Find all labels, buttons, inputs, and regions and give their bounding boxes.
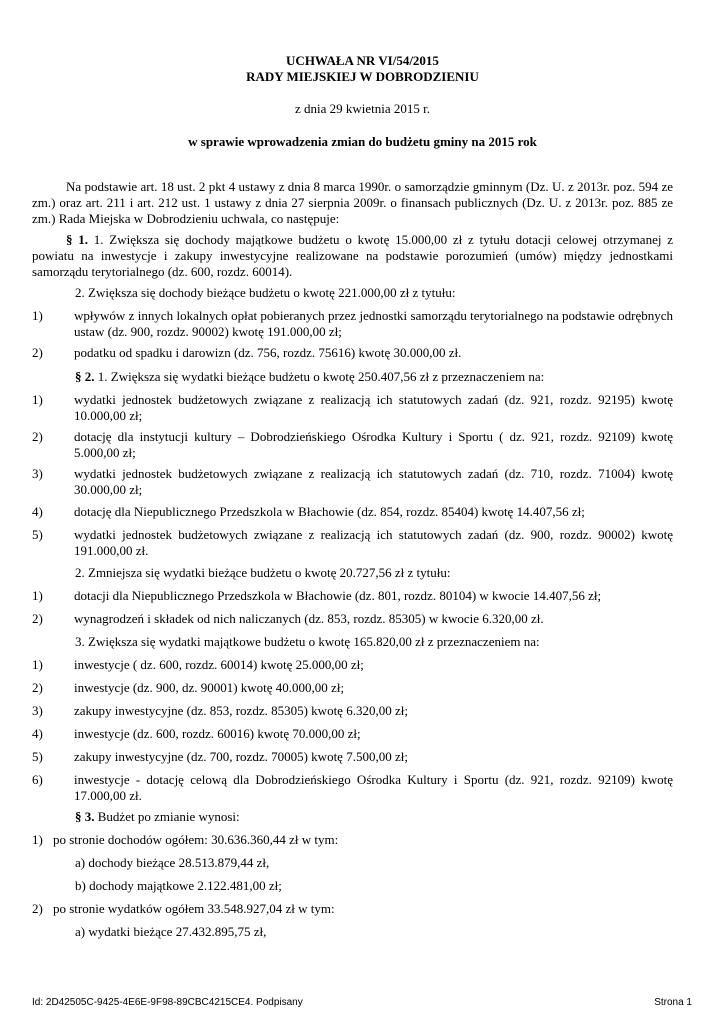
list-item-number: 5) [32, 749, 43, 764]
list-item-number: 4) [32, 726, 43, 741]
list-item-number: 1) [32, 832, 43, 847]
list-item [32, 703, 673, 719]
list-item-text: dotację dla instytucji kultury – Dobrodzieńskiego Ośrodka Kultury i Sportu ( dz. 921, rozdz. 92109) kwotę 5.000,00 zł; [74, 429, 673, 460]
list-item-text: podatku od spadku i darowizn (dz. 756, rozdz. 75616) kwotę 30.000,00 zł. [74, 345, 462, 360]
section-1-para-1-text: 1. Zwiększa się dochody majątkowe budżetu o kwotę 15.000,00 zł z tytułu dotacji celowej otrzymanej z powiatu na inwestycje i zakupy inwestycyjne realizowane na podstawie porozumień (umów) między jednostkami samorządu terytorialnego (dz. 600, rozdz. 60014). [32, 232, 673, 279]
list-item-text: wydatki jednostek budżetowych związane z realizacją ich statutowych zadań (dz. 710, rozdz. 71004) kwotę 30.000,00 zł; [74, 466, 673, 497]
sub-item: a) dochody bieżące 28.513.879,44 zł, [75, 855, 270, 870]
list-item-text: inwestycje (dz. 600, rozdz. 60016) kwotę 70.000,00 zł; [74, 726, 361, 741]
list-item [32, 611, 673, 627]
list-item-text: zakupy inwestycyjne (dz. 853, rozdz. 85305) kwotę 6.320,00 zł; [74, 703, 408, 718]
list-item-text: inwestycje - dotację celową dla Dobrodzieńskiego Ośrodka Kultury i Sportu (dz. 921, rozdz. 92109) kwotę 17.000,00 zł. [74, 772, 673, 803]
section-2-mark: § 2. [75, 369, 95, 384]
document-id: Id: 2D42505C-9425-4E6E-9F98-89CBC4215CE4. Podpisany [32, 997, 303, 1008]
list-item-text: po stronie wydatków ogółem 33.548.927,04 zł w tym: [53, 901, 335, 916]
list-item [32, 772, 673, 804]
section-2-para-1-text: 1. Zwiększa się wydatki bieżące budżetu o kwotę 250.407,56 zł z przeznaczeniem na: [94, 369, 545, 384]
list-item-number: 5) [32, 527, 43, 542]
sub-item: a) wydatki bieżące 27.432.895,75 zł, [75, 924, 267, 939]
list-item-text: wpływów z innych lokalnych opłat pobieranych przez jednostki samorządu terytorialnego na podstawie odrębnych ustaw (dz. 900, rozdz. 90002) kwotę 191.000,00 zł; [74, 308, 673, 339]
section-2-para-3: 3. Zwiększa się wydatki majątkowe budżetu o kwotę 165.820,00 zł z przeznaczeniem na: [75, 634, 540, 649]
preamble: Na podstawie art. 18 ust. 2 pkt 4 ustawy z dnia 8 marca 1990r. o samorządzie gminnym (Dz. U. z 2013r. poz. 594 ze zm.) oraz art. 211 i art. 212 ust. 1 ustawy z dnia 27 sierpnia 2009r. o finansach publicznych (Dz. U. z 2013r. poz. 885 ze zm.) Rada Miejska w Dobrodzieniu uchwala, co następuje: [32, 179, 673, 226]
list-item [32, 588, 673, 604]
list-item [32, 392, 673, 424]
list-item-number: 2) [32, 611, 43, 626]
list-item-number: 2) [32, 429, 43, 444]
list-item-number: 3) [32, 703, 43, 718]
list-item-text: wynagrodzeń i składek od nich naliczanych (dz. 853, rozdz. 85305) w kwocie 6.320,00 zł. [74, 611, 544, 626]
list-item-number: 1) [32, 308, 43, 323]
section-2-para-2: 2. Zmniejsza się wydatki bieżące budżetu o kwotę 20.727,56 zł z tytułu: [75, 565, 451, 580]
list-item [32, 726, 673, 742]
list-item-number: 2) [32, 680, 43, 695]
list-item [32, 657, 673, 673]
list-item [32, 527, 673, 559]
list-item [32, 504, 673, 520]
list-item-number: 1) [32, 657, 43, 672]
list-item [32, 749, 673, 765]
list-item-text: dotacji dla Niepublicznego Przedszkola w Błachowie (dz. 801, rozdz. 80104) w kwocie 14.407,56 zł; [74, 588, 602, 603]
council-name: RADY MIEJSKIEJ W DOBRODZIENIU [246, 69, 479, 84]
list-item-number: 4) [32, 504, 43, 519]
list-item [32, 832, 673, 848]
section-3-para-1-text: Budżet po zmianie wynosi: [94, 809, 240, 824]
section-1-para-1 [32, 232, 673, 280]
list-item-number: 3) [32, 466, 43, 481]
list-item-number: 2) [32, 901, 43, 916]
sub-item: b) dochody majątkowe 2.122.481,00 zł; [75, 878, 282, 893]
list-item-text: inwestycje (dz. 900, dz. 90001) kwotę 40.000,00 zł; [74, 680, 345, 695]
resolution-title: UCHWAŁA NR VI/54/2015 [286, 53, 439, 68]
list-item [32, 345, 673, 361]
list-item-text: zakupy inwestycyjne (dz. 700, rozdz. 70005) kwotę 7.500,00 zł; [74, 749, 408, 764]
list-item-text: dotację dla Niepublicznego Przedszkola w Błachowie (dz. 854, rozdz. 85404) kwotę 14.407,56 zł; [74, 504, 585, 519]
page-number: Strona 1 [654, 997, 692, 1008]
list-item [32, 466, 673, 498]
list-item-text: wydatki jednostek budżetowych związane z realizacją ich statutowych zadań (dz. 921, rozdz. 92195) kwotę 10.000,00 zł; [74, 392, 673, 423]
section-1-mark: § 1. [66, 232, 89, 247]
list-item-number: 1) [32, 392, 43, 407]
section-3-para-1 [75, 809, 716, 825]
list-item [32, 429, 673, 461]
section-2-para-1 [75, 369, 716, 385]
section-3-mark: § 3. [75, 809, 95, 824]
resolution-subject: w sprawie wprowadzenia zmian do budżetu gminy na 2015 rok [188, 134, 537, 149]
list-item-text: wydatki jednostek budżetowych związane z realizacją ich statutowych zadań (dz. 900, rozdz. 90002) kwotę 191.000,00 zł. [74, 527, 673, 558]
section-1-para-2: 2. Zwiększa się dochody bieżące budżetu o kwotę 221.000,00 zł z tytułu: [75, 285, 456, 300]
list-item-number: 6) [32, 772, 43, 787]
list-item-number: 1) [32, 588, 43, 603]
list-item-text: po stronie dochodów ogółem: 30.636.360,44 zł w tym: [53, 832, 339, 847]
resolution-date: z dnia 29 kwietnia 2015 r. [294, 101, 431, 116]
list-item-text: inwestycje ( dz. 600, rozdz. 60014) kwotę 25.000,00 zł; [74, 657, 364, 672]
list-item [32, 308, 673, 340]
list-item-number: 2) [32, 345, 43, 360]
list-item [32, 680, 673, 696]
list-item [32, 901, 673, 917]
